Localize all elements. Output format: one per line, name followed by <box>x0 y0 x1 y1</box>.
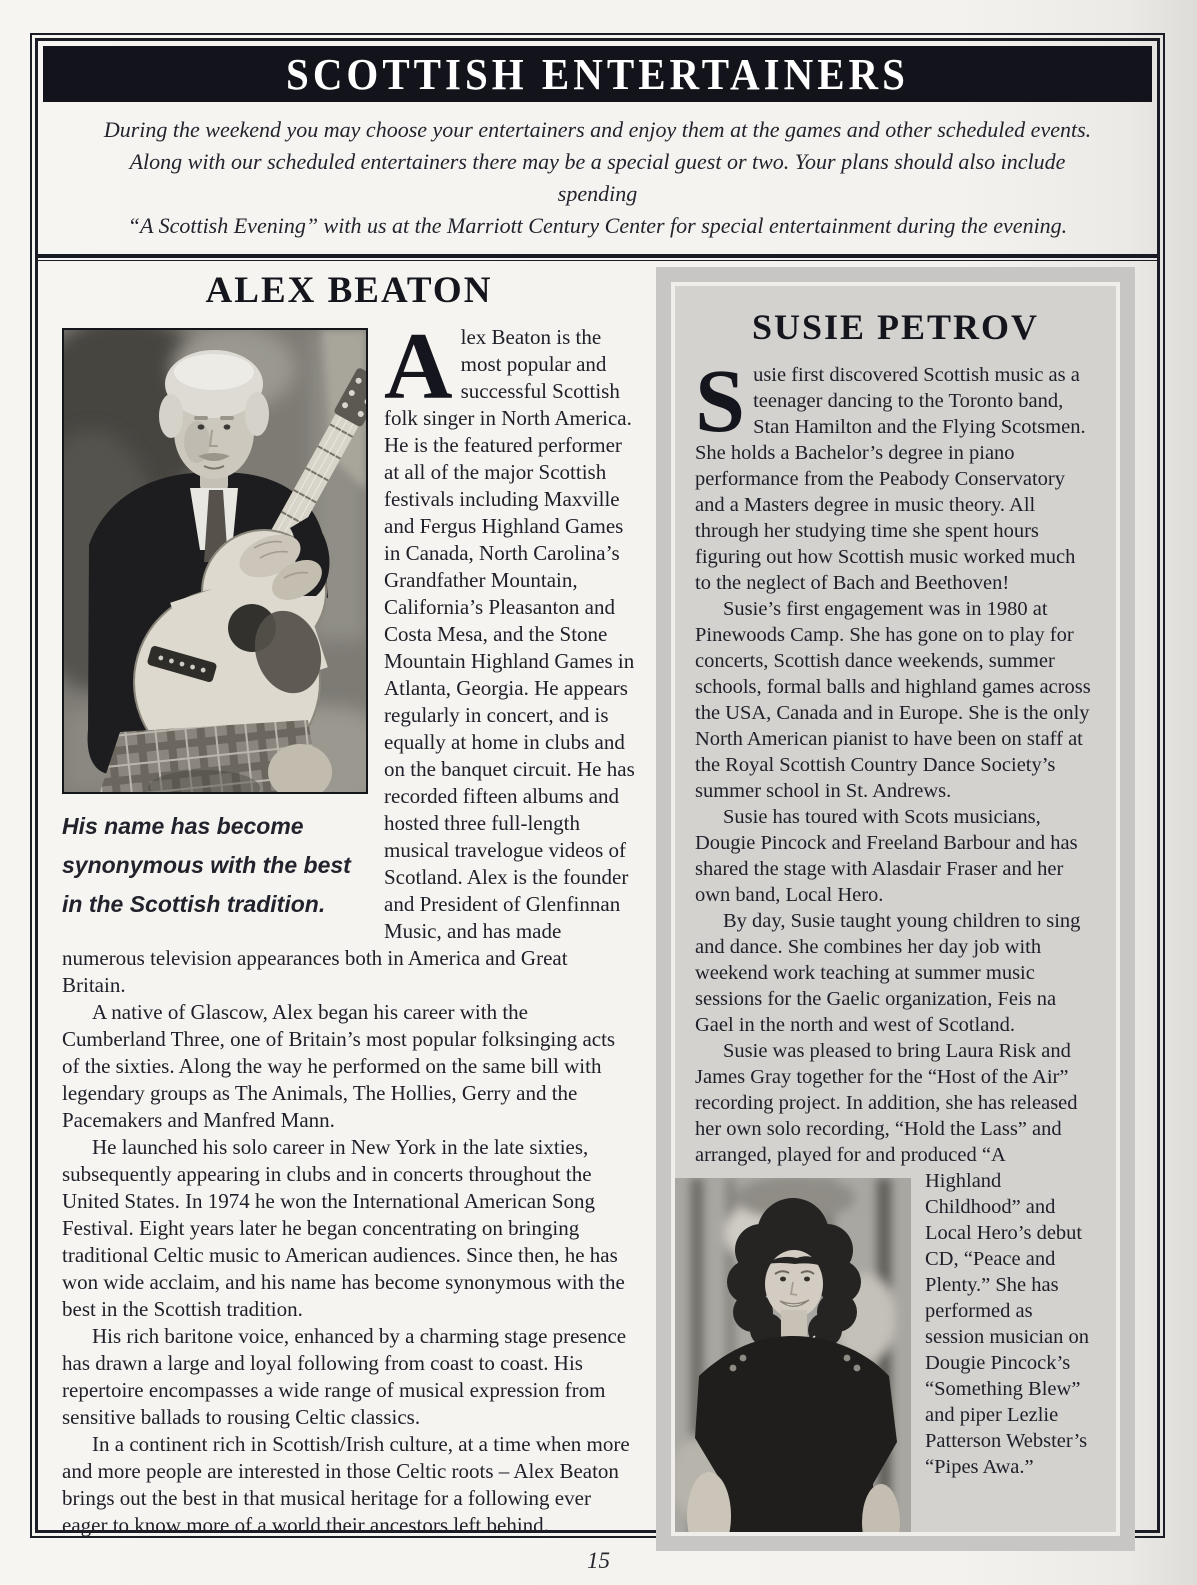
pull-quote-line: synonymous with the best <box>62 852 351 878</box>
section-divider <box>38 254 1157 258</box>
susie-inner-frame <box>671 282 1120 1536</box>
susie-paragraph-5b: Highland Childhood” and Local Hero’s debut CD, “Peace and Plenty.” She has performed as session musician on Dougie Pincock’s “Something Blew” and piper Lezlie Patterson Webster’s “Pipes Awa.” <box>925 1170 1089 1478</box>
susie-heading: SUSIE PETROV <box>751 307 1040 347</box>
alex-photo <box>62 328 368 794</box>
susie-photo <box>675 1178 911 1536</box>
alex-photo-and-quote <box>62 328 368 924</box>
susie-photo-wrap <box>695 1168 1096 1480</box>
susie-petrov-section <box>656 267 1135 1551</box>
intro-line: “A Scottish Evening” with us at the Marriott Century Center for special entertainment during the evening. <box>127 213 1068 238</box>
alex-paragraph-3: He launched his solo career in New York in the late sixties, subsequently appearing in clubs and in concerts throughout the United States. In 1974 he won the International American Song Festival. Eight years later he began concentrating on bringing traditional Celtic music to American audiences. Since then, he has won wide acclaim, and his name has become synonymous with the best in the Scottish tradition. <box>62 1135 625 1321</box>
page-number: 15 <box>587 1548 610 1573</box>
drop-cap-s: S <box>695 352 746 451</box>
alex-article <box>62 313 636 1539</box>
pull-quote-line: in the Scottish tradition. <box>62 891 326 917</box>
drop-cap-a: A <box>384 313 453 419</box>
page-title: SCOTTISH ENTERTAINERS <box>286 49 909 99</box>
alex-heading: ALEX BEATON <box>205 270 493 311</box>
page-frame <box>30 33 1165 1538</box>
intro-line: During the weekend you may choose your entertainers and enjoy them at the games and other scheduled events. <box>103 117 1092 142</box>
alex-paragraph-4: His rich baritone voice, enhanced by a charming stage presence has drawn a large and loyal following from coast to coast. His repertoire encompasses a wide range of musical expression from sensitive ballads to rousing Celtic classics. <box>62 1324 627 1429</box>
intro-line: Along with our scheduled entertainers there may be a special guest or two. Your plans should also include spending <box>129 149 1066 206</box>
susie-paragraph-5a: Susie was pleased to bring Laura Risk and James Gray together for the “Host of the Air” recording project. In addition, she has released her own solo recording, “Hold the Lass” and arranged, played for and produced “A <box>695 1040 1078 1166</box>
header-banner <box>43 46 1152 102</box>
alex-paragraph-5: In a continent rich in Scottish/Irish culture, at a time when more and more people are interested in those Celtic roots – Alex Beaton brings out the best in that musical heritage for a following ever eager to know more of a world their ancestors left behind. <box>62 1432 630 1537</box>
alex-paragraph-1: Alex Beaton is the most popular and successful Scottish folk singer in North America. He is the featured performer at all of the major Scottish festivals including Maxville and Fergus Highland Games in Canada, North Carolina’s Grandfather Mountain, California’s Pleasanton and Costa Mesa, and the Stone Mountain Highland Games in Atlanta, Georgia. He appears regularly in concert, and is equally at home in clubs and on the banquet circuit. He has recorded fifteen albums and hosted three full-length musical travelogue videos of Scotland. Alex is the founder and President of Glenfinnan Music, and has made numerous television appearances both in America and Great Britain. <box>62 313 635 997</box>
susie-paragraph-1: Susie first discovered Scottish music as a teenager dancing to the Toronto band, Stan Hamilton and the Flying Scotsmen. She holds a Bachelor’s degree in piano performance from the Peabody Conservatory and a Masters degree in music theory. All through her studying time she spent hours figuring out how Scottish music worked much to the neglect of Bach and Beethoven! <box>695 352 1086 594</box>
intro-text <box>38 114 1157 254</box>
pull-quote <box>62 807 368 924</box>
alex-beaton-section <box>62 269 636 1539</box>
susie-paragraph-4: By day, Susie taught young children to sing and dance. She combines her day job with weekend work teaching at summer music sessions for the Gaelic organization, Feis na Gael in the north and west of Scotland. <box>695 910 1081 1036</box>
alex-paragraph-2: A native of Glascow, Alex began his career with the Cumberland Three, one of Britain’s most popular folksinging acts of the sixties. Along the way he performed on the same bill with legendary groups as The Animals, The Hollies, Gerry and the Pacemakers and Manfred Mann. <box>62 1000 616 1132</box>
page-frame-inner <box>35 38 1160 1537</box>
susie-article <box>695 352 1096 1480</box>
susie-paragraph-3: Susie has toured with Scots musicians, Dougie Pincock and Freeland Barbour and has shared the stage with Alasdair Fraser and her own band, Local Hero. <box>695 806 1078 906</box>
pull-quote-line: His name has become <box>62 813 304 839</box>
section-divider-thin <box>38 260 1157 261</box>
susie-paragraph-2: Susie’s first engagement was in 1980 at Pinewoods Camp. She has gone on to play for concerts, Scottish dance weekends, summer schools, formal balls and highland games across the USA, Canada and in Europe. She is the only North American pianist to have been on staff at the Royal Scottish Country Dance Society’s summer school in St. Andrews. <box>695 598 1091 802</box>
